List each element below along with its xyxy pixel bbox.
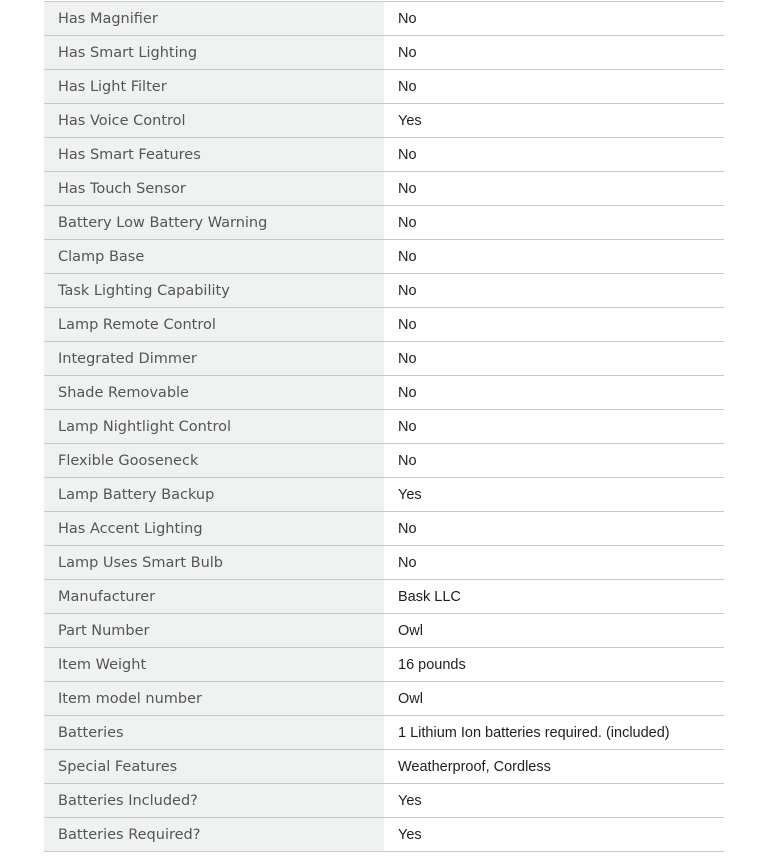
table-row bbox=[44, 682, 724, 716]
spec-value: No bbox=[384, 138, 724, 172]
spec-label: Lamp Remote Control bbox=[44, 308, 384, 342]
spec-value: No bbox=[384, 240, 724, 274]
table-row bbox=[44, 342, 724, 376]
spec-value: No bbox=[384, 70, 724, 104]
table-row bbox=[44, 478, 724, 512]
spec-value: Yes bbox=[384, 478, 724, 512]
spec-value: Yes bbox=[384, 784, 724, 818]
table-row bbox=[44, 648, 724, 682]
spec-label: Flexible Gooseneck bbox=[44, 444, 384, 478]
spec-value: No bbox=[384, 2, 724, 36]
spec-value: No bbox=[384, 308, 724, 342]
table-row bbox=[44, 750, 724, 784]
table-row bbox=[44, 70, 724, 104]
spec-value: No bbox=[384, 172, 724, 206]
spec-value: 1 Lithium Ion batteries required. (included) bbox=[384, 716, 724, 750]
spec-value: No bbox=[384, 274, 724, 308]
spec-label: Special Features bbox=[44, 750, 384, 784]
spec-value: No bbox=[384, 376, 724, 410]
spec-value: Yes bbox=[384, 818, 724, 852]
spec-value: No bbox=[384, 342, 724, 376]
table-row bbox=[44, 240, 724, 274]
spec-value: No bbox=[384, 512, 724, 546]
spec-label: Battery Low Battery Warning bbox=[44, 206, 384, 240]
table-row bbox=[44, 546, 724, 580]
spec-value: No bbox=[384, 444, 724, 478]
spec-label: Has Accent Lighting bbox=[44, 512, 384, 546]
spec-label: Has Smart Features bbox=[44, 138, 384, 172]
table-row bbox=[44, 36, 724, 70]
table-row bbox=[44, 104, 724, 138]
table-row bbox=[44, 376, 724, 410]
table-row bbox=[44, 274, 724, 308]
spec-label: Shade Removable bbox=[44, 376, 384, 410]
spec-label: Part Number bbox=[44, 614, 384, 648]
spec-label: Batteries bbox=[44, 716, 384, 750]
spec-label: Task Lighting Capability bbox=[44, 274, 384, 308]
spec-value: Owl bbox=[384, 682, 724, 716]
spec-label: Lamp Nightlight Control bbox=[44, 410, 384, 444]
table-row bbox=[44, 580, 724, 614]
spec-label: Has Voice Control bbox=[44, 104, 384, 138]
table-row bbox=[44, 512, 724, 546]
spec-value: No bbox=[384, 410, 724, 444]
spec-value: No bbox=[384, 36, 724, 70]
spec-label: Clamp Base bbox=[44, 240, 384, 274]
spec-label: Item Weight bbox=[44, 648, 384, 682]
spec-label: Batteries Included? bbox=[44, 784, 384, 818]
table-row bbox=[44, 206, 724, 240]
spec-value: Bask LLC bbox=[384, 580, 724, 614]
spec-value: No bbox=[384, 206, 724, 240]
table-row bbox=[44, 614, 724, 648]
spec-value: Owl bbox=[384, 614, 724, 648]
spec-label: Integrated Dimmer bbox=[44, 342, 384, 376]
table-row bbox=[44, 410, 724, 444]
spec-label: Item model number bbox=[44, 682, 384, 716]
spec-value: Yes bbox=[384, 104, 724, 138]
spec-label: Has Magnifier bbox=[44, 2, 384, 36]
table-row bbox=[44, 172, 724, 206]
spec-label: Batteries Required? bbox=[44, 818, 384, 852]
spec-label: Has Touch Sensor bbox=[44, 172, 384, 206]
table-row bbox=[44, 2, 724, 36]
spec-label: Lamp Battery Backup bbox=[44, 478, 384, 512]
table-row bbox=[44, 138, 724, 172]
spec-value: No bbox=[384, 546, 724, 580]
spec-label: Has Smart Lighting bbox=[44, 36, 384, 70]
table-row bbox=[44, 308, 724, 342]
product-specs-table bbox=[44, 1, 724, 852]
spec-label: Lamp Uses Smart Bulb bbox=[44, 546, 384, 580]
table-row bbox=[44, 444, 724, 478]
spec-label: Has Light Filter bbox=[44, 70, 384, 104]
table-row bbox=[44, 716, 724, 750]
table-row bbox=[44, 784, 724, 818]
spec-value: 16 pounds bbox=[384, 648, 724, 682]
table-row bbox=[44, 818, 724, 852]
spec-label: Manufacturer bbox=[44, 580, 384, 614]
spec-value: Weatherproof, Cordless bbox=[384, 750, 724, 784]
